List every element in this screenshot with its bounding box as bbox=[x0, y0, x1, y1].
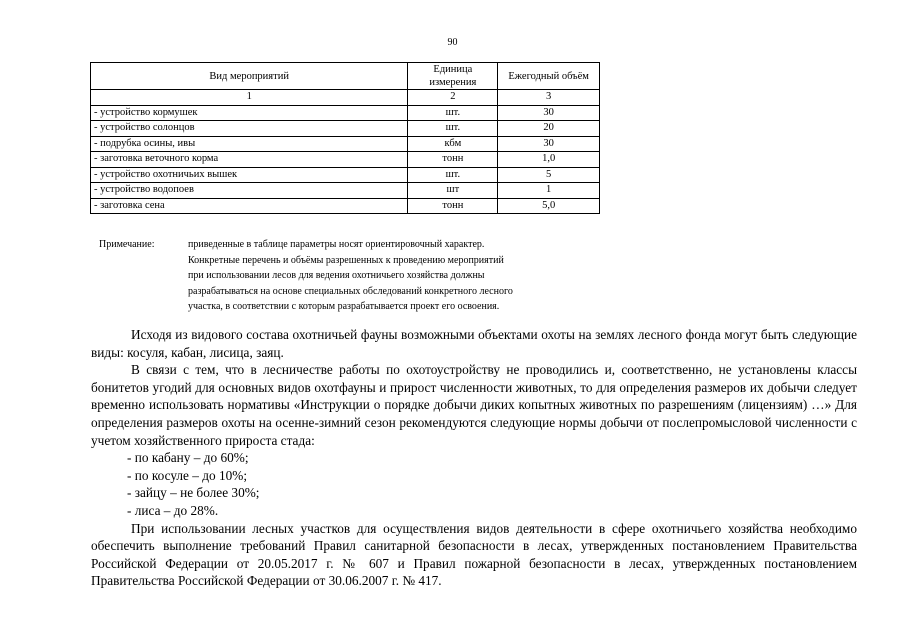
activity-cell: - заготовка сена bbox=[91, 198, 408, 214]
header-annual-volume: Ежегодный объём bbox=[498, 63, 600, 90]
paragraph-safety-rules: При использовании лесных участков для осуществления видов деятельности в сфере охотничьего хозяйства необходимо обеспечить выполнение требований Правил санитарной безопасности в лесах, утвержденных постановлением Правительства Российской Федерации от 20.05.2017 г. № 607 и Правил пожарной безопасности в лесах, утвержденных постановлением Правительства Российской Федерации от 30.06.2007 г. № 417. bbox=[91, 520, 857, 589]
note-text bbox=[188, 237, 628, 315]
unit-cell: шт. bbox=[408, 167, 498, 183]
note-line: Конкретные перечень и объёмы разрешенных к проведению мероприятий bbox=[188, 254, 504, 266]
unit-cell: кбм bbox=[408, 136, 498, 152]
paragraph-hunting-objects: Исходя из видового состава охотничьей фауны возможными объектами охоты на землях лесного фонда могут быть следующие виды: косуля, кабан, лисица, заяц. bbox=[91, 327, 857, 360]
note-line: разрабатываться на основе специальных обследований конкретного лесного bbox=[188, 285, 513, 297]
table-row bbox=[91, 167, 600, 183]
volume-cell: 1,0 bbox=[498, 152, 600, 168]
column-numbers-row bbox=[91, 90, 600, 106]
unit-cell: шт. bbox=[408, 105, 498, 121]
table-row bbox=[91, 136, 600, 152]
activity-cell: - устройство солонцов bbox=[91, 121, 408, 137]
page-number: 90 bbox=[447, 37, 458, 48]
note-line: приведенные в таблице параметры носят ориентировочный характер. bbox=[188, 239, 485, 250]
unit-cell: тонн bbox=[408, 198, 498, 214]
header-activity-type: Вид мероприятий bbox=[91, 63, 408, 90]
activity-cell: - устройство охотничьих вышек bbox=[91, 167, 408, 183]
note-label: Примечание: bbox=[99, 239, 155, 250]
measures-table bbox=[90, 62, 600, 214]
paragraph-harvest-norms: В связи с тем, что в лесничестве работы по охотоустройству не проводились и, соответственно, не установлены классы бонитетов угодий для основных видов охотфауны и прирост численности животных, то для определения размеров их добычи следует временно использовать нормативы «Инструкции о порядке добычи диких копытных животных по разрешениям (лицензиям) …» Для определения размеров охоты на осенне-зимний сезон рекомендуются следующие нормы добычи от послепромысловой численности с учетом хозяйственного прироста стада: bbox=[91, 362, 857, 448]
volume-cell: 5 bbox=[498, 167, 600, 183]
header-unit: Единица измерения bbox=[408, 63, 498, 90]
note-line: при использовании лесов для ведения охотничьего хозяйства должны bbox=[188, 270, 485, 281]
column-number: 1 bbox=[91, 90, 408, 106]
table-header-row bbox=[91, 63, 600, 90]
volume-cell: 30 bbox=[498, 136, 600, 152]
column-number: 2 bbox=[408, 90, 498, 106]
table-row bbox=[91, 198, 600, 214]
list-item: - по косуле – до 10%; bbox=[127, 467, 248, 483]
volume-cell: 30 bbox=[498, 105, 600, 121]
note-line: участка, в соответствии с которым разрабатывается проект его освоения. bbox=[188, 301, 500, 312]
list-item: - по кабану – до 60%; bbox=[127, 450, 249, 466]
volume-cell: 5,0 bbox=[498, 198, 600, 214]
table-row bbox=[91, 183, 600, 199]
list-item: - лиса – до 28%. bbox=[127, 502, 219, 518]
activity-cell: - устройство кормушек bbox=[91, 105, 408, 121]
volume-cell: 20 bbox=[498, 121, 600, 137]
unit-cell: шт. bbox=[408, 121, 498, 137]
table-row bbox=[91, 152, 600, 168]
body-text bbox=[91, 326, 857, 590]
activity-cell: - подрубка осины, ивы bbox=[91, 136, 408, 152]
volume-cell: 1 bbox=[498, 183, 600, 199]
table-row bbox=[91, 121, 600, 137]
activity-cell: - заготовка веточного корма bbox=[91, 152, 408, 168]
column-number: 3 bbox=[498, 90, 600, 106]
unit-cell: шт bbox=[408, 183, 498, 199]
list-item: - зайцу – не более 30%; bbox=[127, 485, 260, 501]
unit-cell: тонн bbox=[408, 152, 498, 168]
table-row bbox=[91, 105, 600, 121]
activity-cell: - устройство водопоев bbox=[91, 183, 408, 199]
